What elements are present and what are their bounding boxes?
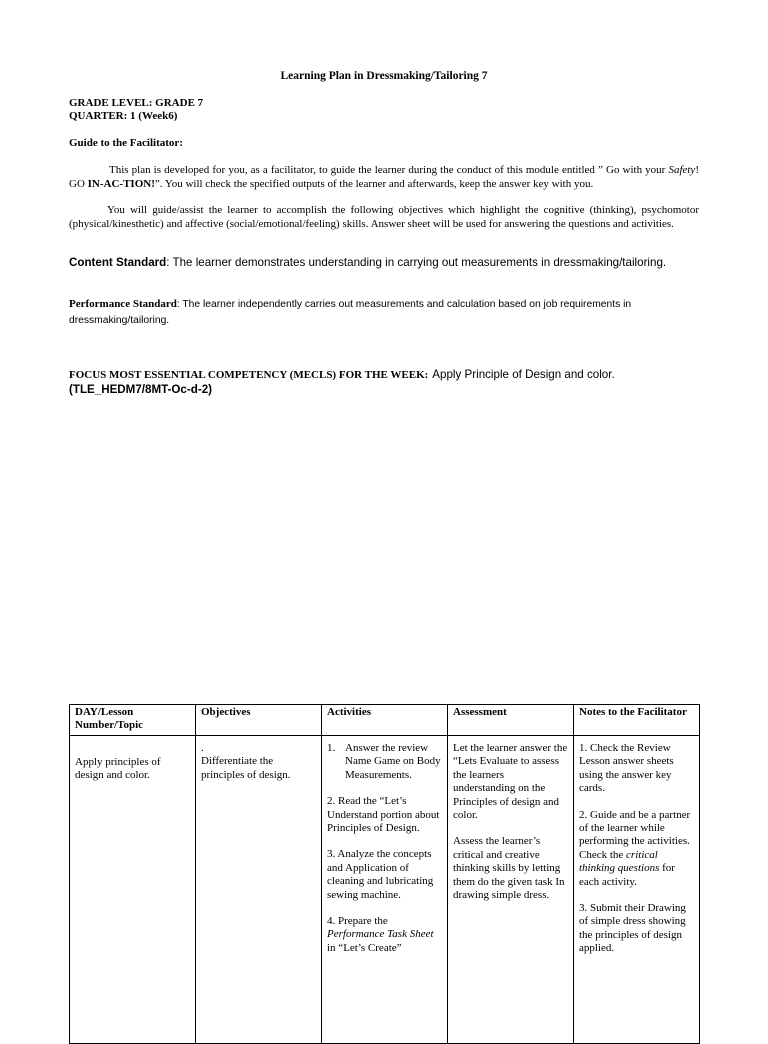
activity-1-text: Answer the review Name Game on Body Measurements. (345, 742, 441, 781)
safety-word: Safety (668, 164, 696, 176)
focus-code: (TLE_HEDM7/8MT-Oc-d-2) (69, 383, 212, 396)
cell-objectives (196, 736, 322, 1044)
intro-text-2: ! GO (69, 164, 699, 190)
note-1: 1. Check the Review Lesson answer sheets using the answer key cards. (579, 742, 674, 795)
focus-label: FOCUS MOST ESSENTIAL COMPETENCY (MECLS) FOR THE WEEK: (69, 369, 429, 381)
activity-1-number: 1. (327, 742, 336, 754)
intro-paragraph (69, 164, 699, 191)
table-header-row (70, 705, 700, 736)
grade-level: GRADE LEVEL: GRADE 7 (69, 97, 204, 109)
guide-heading: Guide to the Facilitator: (69, 137, 183, 149)
header-day-lesson: DAY/Lesson Number/Topic (70, 705, 196, 736)
activity-2: 2. Read the “Let’s Understand portion about Principles of Design. (327, 795, 440, 835)
cell-notes (574, 736, 700, 1044)
activity-4-italic: Performance Task Sheet (327, 928, 434, 941)
performance-standard-text: : The learner independently carries out measurements and calculation based on job requirements in dressmaking/tailoring. (69, 299, 632, 326)
note-2: 2. Guide and be a partner of the learner while performing the activities. (579, 808, 691, 848)
activity-4-post: in “Let’s Create” (327, 941, 402, 954)
header-notes: Notes to the Facilitator (574, 705, 700, 736)
activity-3: 3. Analyze the concepts and Application of cleaning and lubricating sewing machine. (327, 848, 434, 901)
learning-plan-table (69, 704, 700, 1044)
note-2b (579, 849, 694, 889)
performance-standard (69, 296, 689, 329)
header-activities: Activities (322, 705, 448, 736)
intro-text-3: ”. You will check the specified outputs of the learner and afterwards, keep the answer key with you. (154, 177, 594, 190)
topic-text: Apply principles of design and color. (75, 756, 161, 782)
note-2b-post: for each activity. (579, 862, 675, 888)
focus-text: Apply Principle of Design and color. (432, 368, 615, 381)
content-standard-label: Content Standard (69, 256, 167, 269)
content-standard-text: : The learner demonstrates understanding in carrying out measurements in dressmaking/tailoring. (166, 256, 667, 269)
table-row (70, 736, 700, 1044)
cell-activities (322, 736, 448, 1044)
objectives-paragraph: You will guide/assist the learner to accomplish the following objectives which highlight the cognitive (thinking), psychomotor (physical/kinesthetic) and affective (social/emotional/feeling) skills. Answer sheet will be used for answering the questions and activities. (69, 204, 699, 230)
content-standard (69, 256, 666, 269)
cell-assessment (448, 736, 574, 1044)
activity-4-pre: 4. Prepare the (327, 915, 388, 928)
objective-text: Differentiate the principles of design. (201, 755, 291, 781)
page-title: Learning Plan in Dressmaking/Tailoring 7 (280, 70, 488, 82)
performance-standard-label: Performance Standard (69, 298, 177, 310)
quarter: QUARTER: 1 (Week6) (69, 110, 178, 122)
header-objectives: Objectives (196, 705, 322, 736)
activity-4 (327, 915, 442, 955)
activity-1 (327, 742, 442, 782)
note-3: 3. Submit their Drawing of simple dress showing the principles of design applied. (579, 902, 686, 955)
objective-dot: . (201, 742, 204, 754)
note-2b-pre: Check the (579, 848, 627, 861)
focus-competency (69, 365, 709, 396)
note-2b-italic: critical thinking questions (579, 848, 660, 875)
intro-text-1: This plan is developed for you, as a facilitator, to guide the learner during the conduct of this module entitled ” Go with your (109, 164, 669, 176)
assessment-1: Let the learner answer the “Lets Evaluate to assess the learners understanding on the Principles of design and color. (453, 742, 568, 822)
assessment-2: Assess the learner’s critical and creative thinking skills by letting them do the given task In drawing simple dress. (453, 835, 565, 902)
cell-topic (70, 736, 196, 1044)
header-assessment: Assessment (448, 705, 574, 736)
inaction-word: IN-AC-TION! (87, 177, 155, 190)
